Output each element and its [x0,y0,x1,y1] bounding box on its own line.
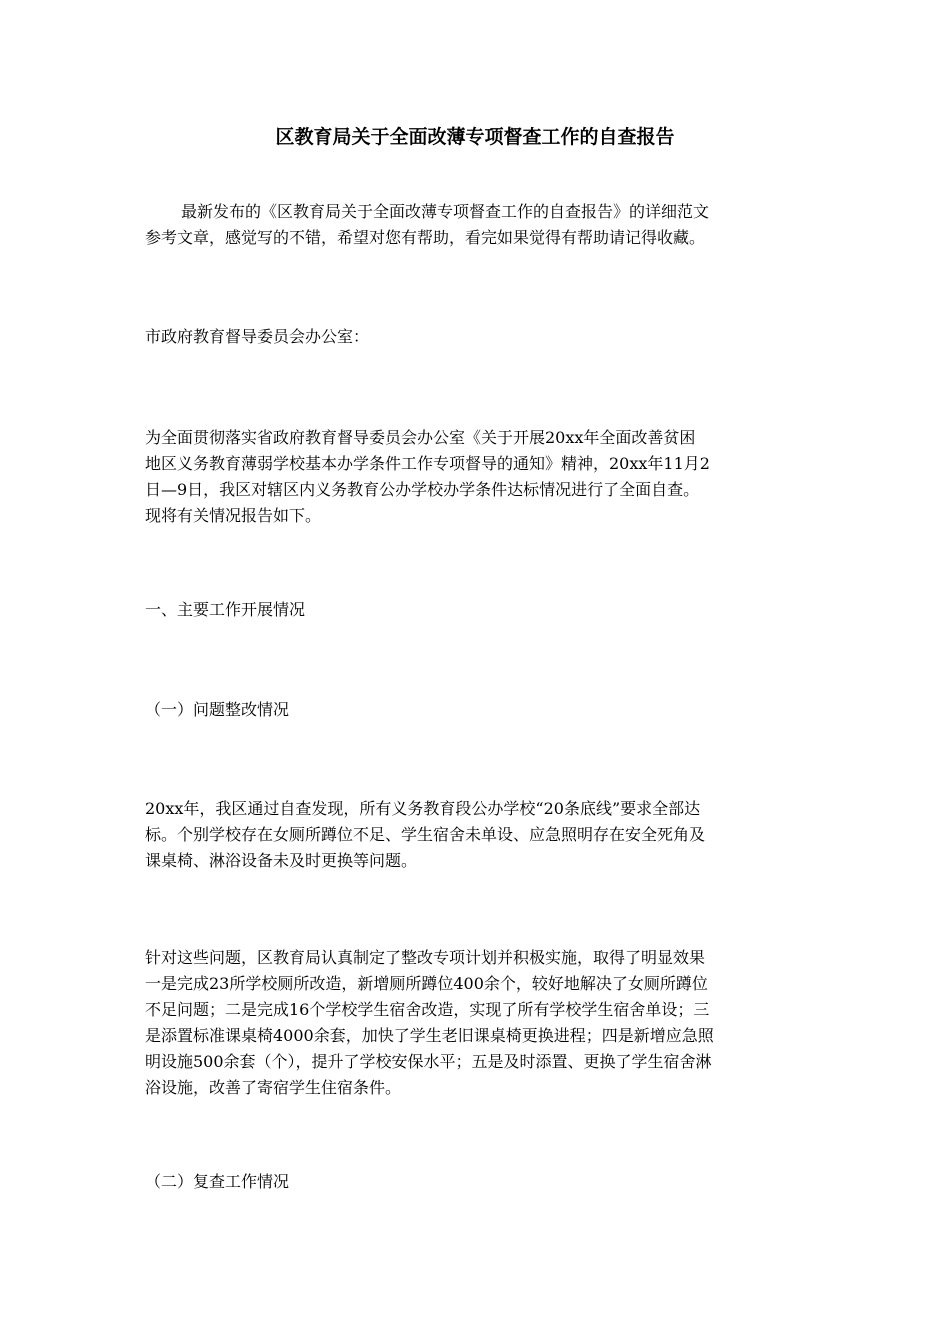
subsection-1-heading [145,697,810,723]
salutation-text: 市政府教育督导委员会办公室： [145,327,370,346]
sub1-p1-line-3: 课桌椅、淋浴设备未及时更换等问题。 [145,851,418,870]
section-1-heading-text: 一、主要工作开展情况 [145,600,306,619]
document-title: 区教育局关于全面改薄专项督查工作的自查报告 [275,126,675,148]
sub1-p2-line-1: 针对这些问题，区教育局认真制定了整改专项计划并积极实施，取得了明显效果 [145,948,706,967]
subsection-1-paragraph-1 [145,796,810,874]
sub1-p2-line-6: 浴设施，改善了寄宿学生住宿条件。 [145,1078,402,1097]
opening-line-4: 现将有关情况报告如下。 [145,506,322,525]
sub1-p2-line-3: 不足问题；二是完成16个学校学生宿舍改造，实现了所有学校学生宿舍单设；三 [145,1000,710,1019]
opening-line-2: 地区义务教育薄弱学校基本办学条件工作专项督导的通知》精神，20xx年11月2 [145,454,710,473]
opening-line-3: 日—9日，我区对辖区内义务教育公办学校办学条件达标情况进行了全面自查。 [145,480,700,499]
subsection-2-heading [145,1169,810,1195]
subsection-2-heading-text: （二）复查工作情况 [145,1172,290,1191]
intro-line-2: 参考文章，感觉写的不错，希望对您有帮助，看完如果觉得有帮助请记得收藏。 [145,228,706,247]
opening-paragraph [145,425,810,529]
subsection-1-heading-text: （一）问题整改情况 [145,700,290,719]
intro-paragraph [145,199,810,251]
intro-line-1: 最新发布的《区教育局关于全面改薄专项督查工作的自查报告》的详细范文 [181,202,710,221]
section-1-heading [145,597,810,623]
sub1-p2-line-4: 是添置标准课桌椅4000余套，加快了学生老旧课桌椅更换进程；四是新增应急照 [145,1026,714,1045]
sub1-p1-line-1: 20xx年，我区通过自查发现，所有义务教育段公办学校“20条底线”要求全部达 [145,799,701,818]
subsection-1-paragraph-2 [145,945,810,1101]
sub1-p2-line-5: 明设施500余套（个），提升了学校安保水平；五是及时添置、更换了学生宿舍淋 [145,1052,712,1071]
salutation [145,324,810,350]
sub1-p1-line-2: 标。个别学校存在女厕所蹲位不足、学生宿舍未单设、应急照明存在安全死角及 [145,825,706,844]
sub1-p2-line-2: 一是完成23所学校厕所改造，新增厕所蹲位400余个，较好地解决了女厕所蹲位 [145,974,708,993]
opening-line-1: 为全面贯彻落实省政府教育督导委员会办公室《关于开展20xx年全面改善贫困 [145,428,696,447]
